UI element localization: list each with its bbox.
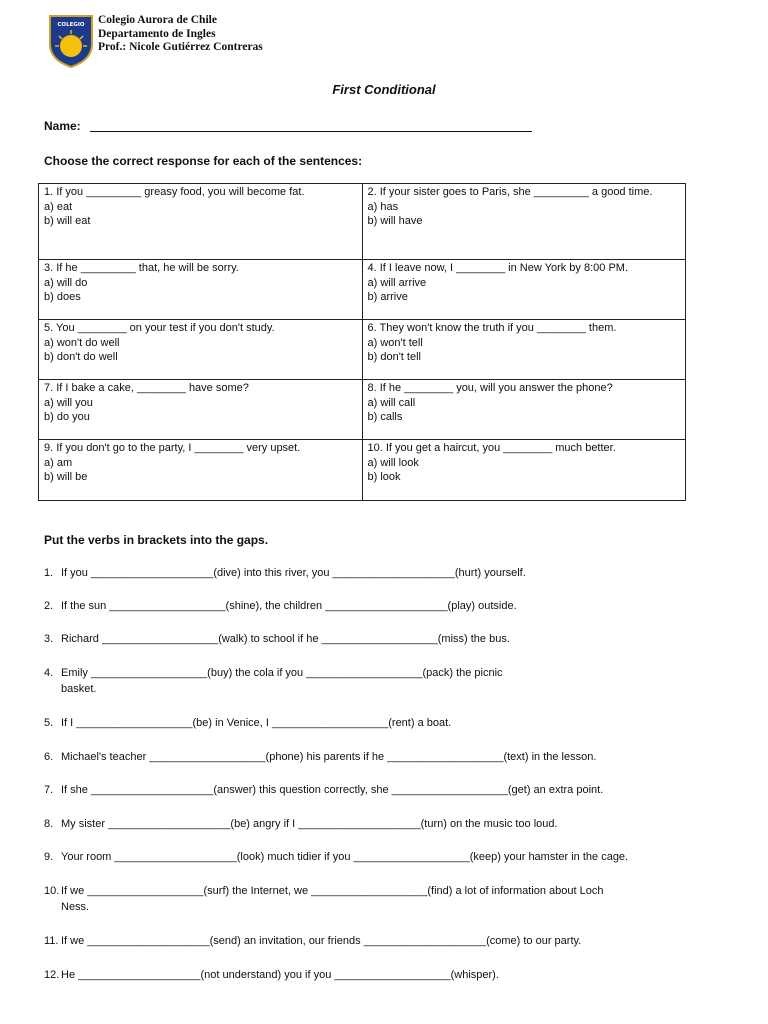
fill-item-6[interactable] bbox=[44, 749, 704, 765]
option-b[interactable]: b) look bbox=[367, 471, 401, 483]
item-number: 9. bbox=[44, 851, 54, 863]
item-continuation: basket. bbox=[61, 683, 97, 695]
option-a[interactable]: a) will do bbox=[44, 276, 88, 289]
item-number: 7. bbox=[44, 784, 54, 796]
question-text: 4. If I leave now, I ________ in New York by 8:00 PM. bbox=[367, 262, 628, 274]
question-text: 3. If he _________ that, he will be sorry. bbox=[44, 262, 239, 274]
item-text: Emily ___________________(buy) the cola if you ___________________(pack) the picnic bbox=[61, 667, 503, 679]
question-cell bbox=[362, 320, 686, 380]
teacher-name: Prof.: Nicole Gutiérrez Contreras bbox=[98, 41, 263, 53]
option-b[interactable]: b) will eat bbox=[44, 215, 91, 227]
name-line[interactable] bbox=[90, 131, 532, 132]
item-text: If she ____________________(answer) this question correctly, she ___________________(get) an extra point. bbox=[61, 784, 604, 796]
logo-text-top: COLEGIO bbox=[57, 22, 85, 28]
fill-item-1[interactable] bbox=[44, 565, 704, 581]
option-b[interactable]: b) do you bbox=[44, 411, 90, 423]
option-a[interactable]: a) will you bbox=[44, 396, 93, 409]
question-text: 2. If your sister goes to Paris, she _________ a good time. bbox=[367, 186, 653, 198]
option-b[interactable]: b) don't tell bbox=[367, 351, 421, 363]
question-text: 9. If you don't go to the party, I ________ very upset. bbox=[44, 442, 301, 454]
option-b[interactable]: b) don't do well bbox=[44, 351, 118, 363]
option-b[interactable]: b) will be bbox=[44, 471, 88, 483]
item-text: My sister ____________________(be) angry if I ____________________(turn) on the music too loud. bbox=[61, 818, 558, 830]
item-number: 12. bbox=[44, 969, 60, 981]
question-text: 8. If he ________ you, will you answer the phone? bbox=[367, 382, 613, 394]
option-b[interactable]: b) will have bbox=[367, 215, 423, 227]
question-cell bbox=[39, 184, 363, 260]
item-text: If we ____________________(send) an invitation, our friends ____________________(come) to our party. bbox=[61, 935, 582, 947]
multiple-choice-table bbox=[38, 183, 686, 501]
fill-item-11[interactable] bbox=[44, 933, 704, 949]
department-name: Departamento de Ingles bbox=[98, 27, 216, 40]
item-text: He ____________________(not understand) you if you ___________________(whisper). bbox=[61, 969, 499, 981]
item-number: 6. bbox=[44, 751, 54, 763]
fill-item-2[interactable] bbox=[44, 598, 704, 614]
item-text: Michael's teacher ___________________(phone) his parents if he ___________________(text) in the lesson. bbox=[61, 751, 597, 763]
worksheet-title: First Conditional bbox=[332, 82, 436, 97]
option-a[interactable]: a) am bbox=[44, 456, 73, 469]
school-logo bbox=[48, 14, 94, 68]
fill-item-5[interactable] bbox=[44, 715, 704, 731]
item-continuation: Ness. bbox=[61, 901, 90, 913]
header bbox=[98, 14, 263, 55]
question-cell bbox=[362, 440, 686, 501]
item-text: Richard ___________________(walk) to school if he ___________________(miss) the bus. bbox=[61, 633, 510, 645]
section2-instruction: Put the verbs in brackets into the gaps. bbox=[44, 533, 269, 547]
question-cell bbox=[39, 440, 363, 501]
question-cell bbox=[39, 320, 363, 380]
option-b[interactable]: b) arrive bbox=[367, 291, 408, 303]
option-a[interactable]: a) will arrive bbox=[367, 276, 427, 289]
item-number: 11. bbox=[44, 935, 59, 947]
item-text: If you ____________________(dive) into this river, you ____________________(hurt) yourself. bbox=[61, 567, 526, 579]
option-a[interactable]: a) will look bbox=[367, 456, 419, 469]
item-text: If we ___________________(surf) the Internet, we ___________________(find) a lot of information about Loch bbox=[61, 885, 604, 897]
item-number: 1. bbox=[44, 567, 54, 579]
item-number: 4. bbox=[44, 667, 54, 679]
fill-item-9[interactable] bbox=[44, 849, 704, 865]
question-cell bbox=[362, 380, 686, 440]
fill-item-7[interactable] bbox=[44, 782, 704, 798]
item-number: 10. bbox=[44, 885, 60, 897]
fill-item-12[interactable] bbox=[44, 967, 704, 983]
item-text: Your room ____________________(look) much tidier if you ___________________(keep) your hamster in the cage. bbox=[61, 851, 629, 863]
question-text: 6. They won't know the truth if you ________ them. bbox=[367, 322, 617, 334]
item-number: 5. bbox=[44, 717, 54, 729]
question-text: 7. If I bake a cake, ________ have some? bbox=[44, 382, 249, 394]
question-cell bbox=[39, 380, 363, 440]
option-b[interactable]: b) does bbox=[44, 291, 81, 303]
question-text: 5. You ________ on your test if you don't study. bbox=[44, 322, 275, 334]
option-a[interactable]: a) will call bbox=[367, 396, 416, 409]
item-text: If I ___________________(be) in Venice, I ___________________(rent) a boat. bbox=[61, 717, 452, 729]
fill-item-10[interactable] bbox=[44, 883, 704, 915]
option-b[interactable]: b) calls bbox=[367, 411, 403, 423]
question-text: 1. If you _________ greasy food, you will become fat. bbox=[44, 186, 305, 198]
option-a[interactable]: a) won't do well bbox=[44, 336, 120, 349]
item-number: 8. bbox=[44, 818, 54, 830]
item-text: If the sun ___________________(shine), the children ____________________(play) outside. bbox=[61, 600, 517, 612]
school-name: Colegio Aurora de Chile bbox=[98, 14, 217, 26]
item-number: 2. bbox=[44, 600, 54, 612]
option-a[interactable]: a) won't tell bbox=[367, 336, 423, 349]
item-number: 3. bbox=[44, 633, 54, 645]
question-cell bbox=[362, 184, 686, 260]
fill-item-4[interactable] bbox=[44, 665, 704, 697]
option-a[interactable]: a) eat bbox=[44, 200, 73, 213]
question-text: 10. If you get a haircut, you ________ much better. bbox=[367, 442, 616, 454]
section1-instruction: Choose the correct response for each of the sentences: bbox=[44, 154, 363, 168]
question-cell bbox=[39, 260, 363, 320]
fill-item-8[interactable] bbox=[44, 816, 704, 832]
question-cell bbox=[362, 260, 686, 320]
name-label: Name: bbox=[44, 119, 81, 133]
fill-item-3[interactable] bbox=[44, 631, 704, 647]
option-a[interactable]: a) has bbox=[367, 200, 399, 213]
